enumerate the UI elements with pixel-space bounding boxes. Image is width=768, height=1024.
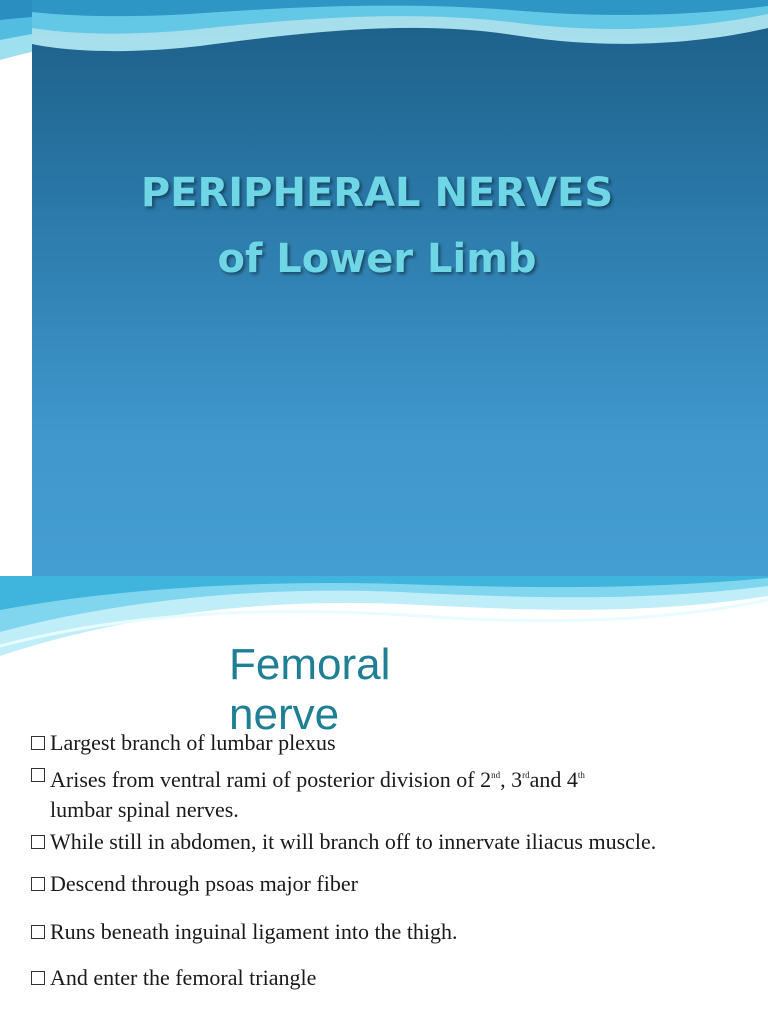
bullet-box-icon (31, 835, 45, 849)
bullet-item (30, 917, 760, 947)
bullet-item (30, 869, 760, 899)
top-wave-overlay (0, 0, 768, 80)
title-line-1: PERIPHERAL NERVES (140, 170, 614, 216)
heading-line-2: nerve (229, 690, 340, 739)
bullet-text: , 3 (500, 767, 523, 792)
bullet-text: lumbar spinal nerves. (50, 797, 239, 822)
ordinal-suffix: rd (522, 770, 530, 780)
bullet-text: Descend through psoas major fiber (50, 871, 358, 896)
slide-title (32, 160, 722, 292)
ordinal-suffix: nd (491, 770, 501, 780)
bullet-box-icon (31, 877, 45, 891)
bullet-list (30, 728, 760, 993)
bullet-text: And enter the femoral triangle (50, 965, 317, 990)
title-line-2: of Lower Limb (217, 236, 537, 282)
bullet-text: Runs beneath inguinal ligament into the thigh. (50, 919, 458, 944)
bullet-box-icon (31, 736, 45, 750)
bullet-item (30, 827, 760, 857)
bullet-text: Largest branch of lumbar plexus (50, 730, 336, 755)
bullet-text: While still in abdomen, it will branch off to innervate iliacus muscle. (50, 829, 657, 854)
bullet-text: and 4 (529, 767, 578, 792)
bullet-text: Arises from ventral rami of posterior division of 2 (50, 767, 492, 792)
bullet-item (30, 760, 760, 825)
bullet-item (30, 963, 760, 993)
heading-line-1: Femoral (229, 640, 391, 689)
slide-heading (229, 640, 469, 740)
content-slide (0, 576, 768, 1024)
bullet-box-icon (31, 971, 45, 985)
bullet-box-icon (31, 768, 45, 782)
ordinal-suffix: th (577, 770, 585, 780)
bullet-item (30, 728, 760, 758)
bullet-box-icon (31, 925, 45, 939)
